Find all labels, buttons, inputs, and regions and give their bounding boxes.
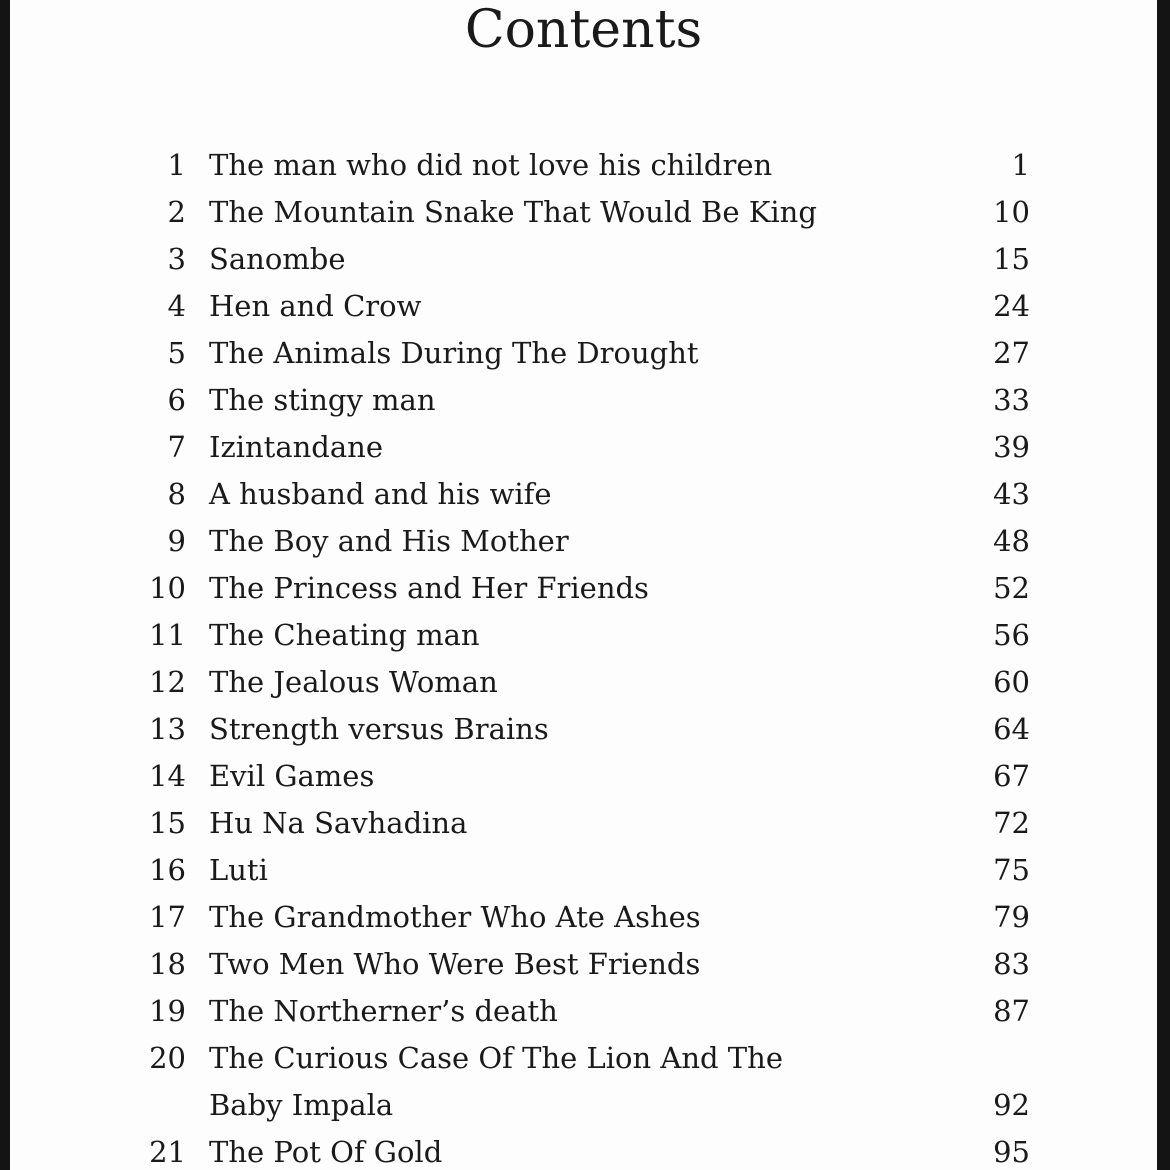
toc-entry <box>10 377 1157 424</box>
entry-title: Hen and Crow <box>209 289 422 323</box>
entry-page: 10 <box>993 195 1030 229</box>
entry-page: 33 <box>993 383 1030 417</box>
entry-title: A husband and his wife <box>209 477 552 511</box>
entry-page: 92 <box>993 1088 1030 1122</box>
entry-title: Luti <box>209 853 268 887</box>
entry-title: Izintandane <box>209 430 383 464</box>
toc-entry <box>10 847 1157 894</box>
entry-page: 79 <box>993 900 1030 934</box>
toc-entry <box>10 612 1157 659</box>
entry-title: The Mountain Snake That Would Be King <box>209 195 817 229</box>
entry-title: The Jealous Woman <box>209 665 498 699</box>
entry-number: 21 <box>149 1135 186 1169</box>
toc-entry <box>10 1035 1157 1082</box>
entry-title: The Boy and His Mother <box>209 524 569 558</box>
entry-page: 1 <box>1011 148 1030 182</box>
entry-title-continuation: Baby Impala <box>209 1088 394 1122</box>
entry-title: The Cheating man <box>209 618 480 652</box>
entry-title: The Princess and Her Friends <box>209 571 649 605</box>
entry-title: The Northerner’s death <box>209 994 558 1028</box>
page-title: Contents <box>464 0 703 60</box>
entry-number: 13 <box>149 712 186 746</box>
entry-number: 19 <box>149 994 186 1028</box>
entry-number: 20 <box>149 1041 186 1075</box>
entry-number: 12 <box>149 665 186 699</box>
entry-number: 9 <box>167 524 186 558</box>
entry-title: The man who did not love his children <box>209 148 773 182</box>
entry-title: The Grandmother Who Ate Ashes <box>209 900 701 934</box>
entry-page: 39 <box>993 430 1030 464</box>
entry-number: 1 <box>167 148 186 182</box>
entry-title: Hu Na Savhadina <box>209 806 468 840</box>
entry-number: 8 <box>167 477 186 511</box>
toc-entry <box>10 706 1157 753</box>
entry-number: 2 <box>167 195 186 229</box>
entry-number: 15 <box>149 806 186 840</box>
entry-number: 7 <box>167 430 186 464</box>
toc-entry <box>10 330 1157 377</box>
entry-number: 10 <box>149 571 186 605</box>
toc-entry <box>10 142 1157 189</box>
toc-entry <box>10 800 1157 847</box>
toc-entry <box>10 236 1157 283</box>
entry-number: 4 <box>167 289 186 323</box>
entry-number: 18 <box>149 947 186 981</box>
entry-title: Strength versus Brains <box>209 712 549 746</box>
entry-number: 14 <box>149 759 186 793</box>
entry-page: 48 <box>993 524 1030 558</box>
toc-entry <box>10 283 1157 330</box>
entry-title: The stingy man <box>209 383 436 417</box>
entry-page: 15 <box>993 242 1030 276</box>
toc-entry <box>10 894 1157 941</box>
right-dark-border <box>1157 0 1170 1170</box>
entry-number: 5 <box>167 336 186 370</box>
entry-title: The Curious Case Of The Lion And The <box>209 1041 783 1075</box>
book-page <box>10 0 1157 1170</box>
entry-page: 72 <box>993 806 1030 840</box>
entry-page: 52 <box>993 571 1030 605</box>
entry-page: 56 <box>993 618 1030 652</box>
entry-title: The Pot Of Gold <box>209 1135 443 1169</box>
entry-number: 17 <box>149 900 186 934</box>
toc-entry <box>10 471 1157 518</box>
toc-entry <box>10 189 1157 236</box>
entry-page: 83 <box>993 947 1030 981</box>
toc-entry-continuation <box>10 1082 1157 1129</box>
entry-number: 6 <box>167 383 186 417</box>
entry-page: 64 <box>993 712 1030 746</box>
entry-title: Sanombe <box>209 242 346 276</box>
toc-entry <box>10 424 1157 471</box>
entry-page: 95 <box>993 1135 1030 1169</box>
left-dark-border <box>0 0 10 1170</box>
toc-entry <box>10 753 1157 800</box>
entry-page: 75 <box>993 853 1030 887</box>
toc-entry <box>10 518 1157 565</box>
entry-title: The Animals During The Drought <box>209 336 699 370</box>
entry-number: 11 <box>149 618 186 652</box>
toc-entry <box>10 565 1157 612</box>
toc-entry <box>10 659 1157 706</box>
entry-page: 60 <box>993 665 1030 699</box>
toc-entry <box>10 941 1157 988</box>
entry-title: Evil Games <box>209 759 375 793</box>
table-of-contents <box>10 142 1157 1170</box>
toc-entry <box>10 988 1157 1035</box>
entry-page: 43 <box>993 477 1030 511</box>
entry-page: 24 <box>993 289 1030 323</box>
entry-page: 67 <box>993 759 1030 793</box>
toc-entry <box>10 1129 1157 1170</box>
entry-page: 27 <box>993 336 1030 370</box>
entry-title: Two Men Who Were Best Friends <box>209 947 701 981</box>
entry-page: 87 <box>993 994 1030 1028</box>
entry-number: 3 <box>167 242 186 276</box>
entry-number: 16 <box>149 853 186 887</box>
